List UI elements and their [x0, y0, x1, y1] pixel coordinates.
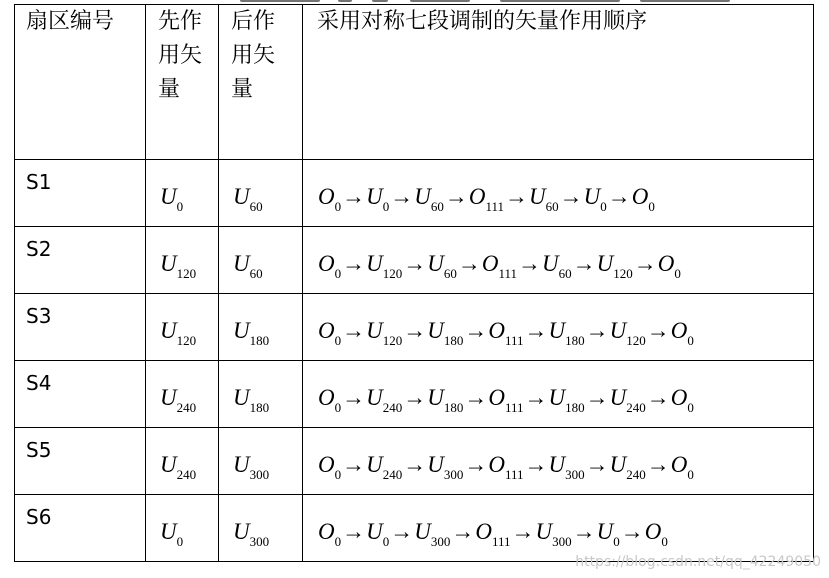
- sequence-cell: [303, 361, 814, 428]
- sequence-vector: $U_{120}$: [366, 251, 403, 281]
- sequence-vector: $O_{111}$: [488, 318, 524, 348]
- sequence-vector: $U_{180}$: [427, 385, 464, 415]
- sector-label: S4: [26, 371, 52, 395]
- sector-label: S2: [26, 237, 52, 261]
- sequence-vector: $U_{120}$: [366, 318, 403, 348]
- second-vector: $U_{300}$: [233, 519, 270, 549]
- first-vector: $U_{240}$: [160, 385, 197, 415]
- arrow-icon: →: [572, 251, 596, 276]
- sequence-vector: $U_{180}$: [548, 318, 585, 348]
- second-vector: $U_{60}$: [233, 184, 263, 214]
- arrow-icon: →: [342, 519, 366, 544]
- arrow-icon: →: [585, 452, 609, 477]
- second-vector-cell: [219, 428, 303, 495]
- sequence-vector: $U_0$: [366, 519, 390, 549]
- arrow-icon: →: [342, 251, 366, 276]
- watermark: https://blog.csdn.net/qq_42249050: [575, 554, 821, 570]
- first-vector: $U_{120}$: [160, 318, 197, 348]
- table-row: [15, 361, 814, 428]
- sector-label: S1: [26, 170, 52, 194]
- sequence-vector: $U_{180}$: [427, 318, 464, 348]
- sequence-vector: $U_{240}$: [609, 452, 646, 482]
- sequence-vector: $O_{111}$: [481, 251, 518, 281]
- arrow-icon: →: [511, 519, 535, 544]
- arrow-icon: →: [390, 519, 414, 544]
- sequence-vector: $U_{240}$: [366, 385, 403, 415]
- second-vector-cell: [219, 495, 303, 562]
- table-row: [15, 495, 814, 562]
- second-vector-cell: [219, 160, 303, 227]
- sequence-vector: $O_0$: [318, 385, 342, 415]
- sequence-vector: $U_{60}$: [542, 251, 572, 281]
- second-vector: $U_{180}$: [233, 318, 270, 348]
- sequence-vector: $O_{111}$: [488, 452, 524, 482]
- sequence-vector: $U_{120}$: [609, 318, 646, 348]
- header-sector: 扇区编号: [15, 5, 146, 160]
- arrow-icon: →: [464, 452, 488, 477]
- first-vector-cell: [146, 361, 219, 428]
- first-vector-cell: [146, 428, 219, 495]
- first-vector: $U_{240}$: [160, 452, 197, 482]
- sector-label: S6: [26, 505, 52, 529]
- arrow-icon: →: [444, 184, 468, 209]
- sequence-vector: $O_0$: [318, 452, 342, 482]
- sequence-vector: $U_{60}$: [427, 251, 457, 281]
- first-vector: $U_{120}$: [160, 251, 197, 281]
- sequence-vector: $U_{300}$: [414, 519, 451, 549]
- first-vector-cell: [146, 294, 219, 361]
- sequence-vector: $O_0$: [670, 318, 694, 348]
- sequence-vector: $U_{240}$: [366, 452, 403, 482]
- second-vector: $U_{180}$: [233, 385, 270, 415]
- sector-cell: [15, 428, 146, 495]
- vector-sequence: [318, 385, 694, 415]
- arrow-icon: →: [342, 318, 366, 343]
- arrow-icon: →: [572, 519, 596, 544]
- first-vector-cell: [146, 227, 219, 294]
- sector-cell: [15, 294, 146, 361]
- sequence-vector: $O_0$: [644, 519, 668, 549]
- sequence-vector: $U_{180}$: [548, 385, 585, 415]
- sequence-vector: $U_{300}$: [548, 452, 585, 482]
- first-vector: $U_0$: [160, 184, 184, 214]
- vector-sequence: [318, 318, 694, 348]
- arrow-icon: →: [633, 251, 657, 276]
- sequence-cell: [303, 428, 814, 495]
- second-vector: $U_{60}$: [233, 251, 263, 281]
- second-vector-cell: [219, 294, 303, 361]
- arrow-icon: →: [403, 251, 427, 276]
- header-sequence: 采用对称七段调制的矢量作用顺序: [303, 5, 814, 160]
- sequence-cell: [303, 495, 814, 562]
- arrow-icon: →: [646, 318, 670, 343]
- arrow-icon: →: [464, 318, 488, 343]
- arrow-icon: →: [403, 452, 427, 477]
- second-vector-cell: [219, 227, 303, 294]
- sequence-cell: [303, 160, 814, 227]
- arrow-icon: →: [451, 519, 475, 544]
- sequence-vector: $U_{60}$: [529, 184, 559, 214]
- arrow-icon: →: [646, 385, 670, 410]
- arrow-icon: →: [403, 318, 427, 343]
- sector-cell: [15, 361, 146, 428]
- sector-cell: [15, 495, 146, 562]
- table-row: [15, 428, 814, 495]
- table-header-row: [15, 5, 814, 160]
- arrow-icon: →: [585, 385, 609, 410]
- first-vector-cell: [146, 160, 219, 227]
- table-row: [15, 160, 814, 227]
- sequence-vector: $O_{111}$: [468, 184, 505, 214]
- arrow-icon: →: [390, 184, 414, 209]
- sequence-vector: $O_0$: [631, 184, 655, 214]
- sequence-cell: [303, 227, 814, 294]
- sequence-vector: $U_{300}$: [427, 452, 464, 482]
- sequence-vector: $U_0$: [583, 184, 607, 214]
- sequence-vector: $O_0$: [318, 184, 342, 214]
- second-vector: $U_{300}$: [233, 452, 270, 482]
- sequence-cell: [303, 294, 814, 361]
- sequence-vector: $O_0$: [318, 251, 342, 281]
- first-vector: $U_0$: [160, 519, 184, 549]
- vector-sequence: [318, 452, 694, 482]
- sequence-vector: $U_0$: [596, 519, 620, 549]
- header-second-vector: 后作用矢量: [219, 5, 303, 160]
- arrow-icon: →: [646, 452, 670, 477]
- vector-sequence-table: [14, 4, 814, 562]
- vector-sequence: [318, 251, 681, 281]
- sequence-vector: $O_0$: [670, 452, 694, 482]
- vector-sequence: [318, 184, 655, 214]
- arrow-icon: →: [620, 519, 644, 544]
- arrow-icon: →: [607, 184, 631, 209]
- arrow-icon: →: [559, 184, 583, 209]
- sector-cell: [15, 160, 146, 227]
- sequence-vector: $O_{111}$: [488, 385, 524, 415]
- arrow-icon: →: [524, 452, 548, 477]
- sequence-vector: $O_0$: [318, 519, 342, 549]
- table-row: [15, 294, 814, 361]
- first-vector-cell: [146, 495, 219, 562]
- vector-sequence: [318, 519, 668, 549]
- header-first-vector: 先作用矢量: [146, 5, 219, 160]
- sequence-vector: $U_{300}$: [535, 519, 572, 549]
- arrow-icon: →: [524, 318, 548, 343]
- arrow-icon: →: [585, 318, 609, 343]
- arrow-icon: →: [457, 251, 481, 276]
- arrow-icon: →: [342, 184, 366, 209]
- sequence-vector: $O_0$: [657, 251, 681, 281]
- sector-cell: [15, 227, 146, 294]
- sequence-vector: $U_{120}$: [596, 251, 633, 281]
- second-vector-cell: [219, 361, 303, 428]
- table-row: [15, 227, 814, 294]
- sector-label: S5: [26, 438, 52, 462]
- arrow-icon: →: [464, 385, 488, 410]
- arrow-icon: →: [403, 385, 427, 410]
- sequence-vector: $O_{111}$: [475, 519, 511, 549]
- sequence-vector: $U_{60}$: [414, 184, 444, 214]
- sequence-vector: $U_{240}$: [609, 385, 646, 415]
- sequence-vector: $U_0$: [366, 184, 390, 214]
- arrow-icon: →: [518, 251, 542, 276]
- sector-label: S3: [26, 304, 52, 328]
- arrow-icon: →: [342, 385, 366, 410]
- sequence-vector: $O_0$: [318, 318, 342, 348]
- sequence-vector: $O_0$: [670, 385, 694, 415]
- arrow-icon: →: [505, 184, 529, 209]
- arrow-icon: →: [342, 452, 366, 477]
- arrow-icon: →: [524, 385, 548, 410]
